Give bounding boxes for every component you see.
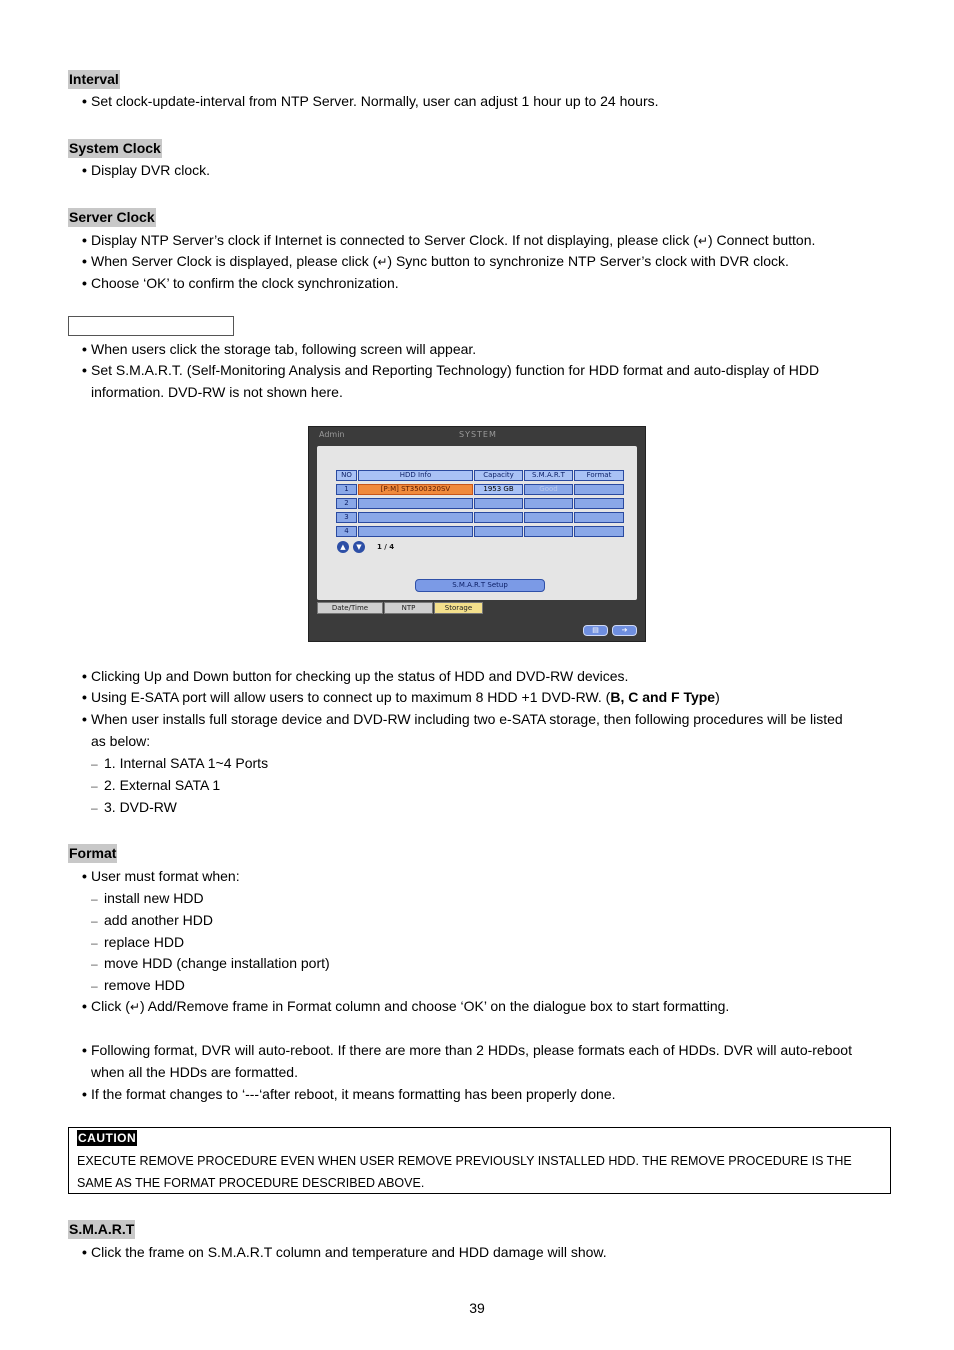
- tab-date-time[interactable]: Date/Time: [317, 602, 383, 614]
- section-heading-storage-box: [68, 316, 234, 336]
- page-down-icon[interactable]: ▼: [353, 541, 365, 553]
- dvr-user-label: Admin: [319, 430, 345, 439]
- bullet-item: • When users click the storage tab, following screen will appear.: [82, 341, 477, 357]
- section-heading-smart: S.M.A.R.T: [69, 1221, 135, 1237]
- bullet-item: • Set S.M.A.R.T. (Self-Monitoring Analysis and Reporting Technology) function for HDD format and auto-display of HDD: [82, 362, 820, 378]
- page-indicator: 1 / 4: [377, 543, 395, 551]
- dvr-storage-panel: [317, 446, 637, 600]
- bullet-item: • Set clock-update-interval from NTP Server. Normally, user can adjust 1 hour up to 24 hours.: [82, 93, 659, 109]
- section-heading-system-clock: System Clock: [69, 140, 161, 156]
- save-icon[interactable]: ▤: [583, 625, 608, 636]
- tab-storage[interactable]: Storage: [434, 602, 483, 614]
- exit-icon[interactable]: ➔: [612, 625, 637, 636]
- bullet-continuation: information. DVD-RW is not shown here.: [91, 384, 343, 400]
- hdd-row-no[interactable]: 3: [336, 512, 357, 523]
- bullet-item: • Click the frame on S.M.A.R.T column and temperature and HDD damage will show.: [82, 1244, 607, 1260]
- caution-label: CAUTION: [78, 1131, 137, 1145]
- hdd-row-smart[interactable]: [524, 526, 573, 537]
- bullet-item: • Using E-SATA port will allow users to connect up to maximum 8 HDD +1 DVD-RW. (B, C and F Type): [82, 689, 720, 705]
- col-header-capacity: Capacity: [474, 470, 523, 481]
- bullet-item: • Display NTP Server’s clock if Internet is connected to Server Clock. If not displaying, please click (↵) Connect button.: [82, 232, 816, 248]
- bullet-item: • When user installs full storage device and DVD-RW including two e-SATA storage, then following procedures will be listed: [82, 711, 843, 727]
- col-header-no: NO: [336, 470, 357, 481]
- format-case: – replace HDD: [91, 934, 185, 950]
- bullet-continuation: as below:: [91, 733, 151, 749]
- format-case: – move HDD (change installation port): [91, 955, 330, 971]
- hdd-row-format[interactable]: [574, 512, 624, 523]
- section-heading-format: Format: [69, 845, 117, 861]
- hdd-row-smart[interactable]: Good: [524, 484, 573, 495]
- bullet-item: • Click (↵) Add/Remove frame in Format column and choose ‘OK’ on the dialogue box to start formatting.: [82, 998, 730, 1014]
- hdd-row-capacity[interactable]: [474, 498, 523, 509]
- section-heading-server-clock: Server Clock: [69, 209, 155, 225]
- procedure-item: – 3. DVD-RW: [91, 799, 177, 815]
- procedure-item: – 2. External SATA 1: [91, 777, 221, 793]
- hdd-row-no[interactable]: 4: [336, 526, 357, 537]
- bullet-item: • User must format when:: [82, 868, 240, 884]
- format-case: – remove HDD: [91, 977, 185, 993]
- hdd-row-no[interactable]: 2: [336, 498, 357, 509]
- hdd-row-info[interactable]: [P:M] ST3500320SV: [358, 484, 473, 495]
- enter-icon: ↵: [377, 255, 388, 269]
- hdd-row-capacity[interactable]: [474, 512, 523, 523]
- section-heading-interval: Interval: [69, 71, 119, 87]
- hdd-row-format[interactable]: [574, 526, 624, 537]
- hdd-row-format[interactable]: [574, 484, 624, 495]
- bullet-item: • Clicking Up and Down button for checking up the status of HDD and DVD-RW devices.: [82, 668, 629, 684]
- dvr-window-title: SYSTEM: [459, 430, 497, 439]
- format-case: – install new HDD: [91, 890, 204, 906]
- bullet-item: • Display DVR clock.: [82, 162, 211, 178]
- enter-icon: ↵: [697, 234, 708, 248]
- page-number: 39: [469, 1300, 485, 1316]
- enter-icon: ↵: [129, 1000, 140, 1014]
- bullet-item: • Following format, DVR will auto-reboot. If there are more than 2 HDDs, please formats each of HDDs. DVR will auto-reboot: [82, 1042, 852, 1058]
- caution-text: EXECUTE REMOVE PROCEDURE EVEN WHEN USER REMOVE PREVIOUSLY INSTALLED HDD. THE REMOVE PROCEDURE IS THE SAME AS THE FORMAT PROCEDURE DESCRIBED ABOVE.: [77, 1154, 852, 1190]
- col-header-hdd-info: HDD Info: [358, 470, 473, 481]
- procedure-item: – 1. Internal SATA 1~4 Ports: [91, 755, 269, 771]
- bullet-item: • When Server Clock is displayed, please click (↵) Sync button to synchronize NTP Server’s clock with DVR clock.: [82, 253, 789, 269]
- hdd-row-no[interactable]: 1: [336, 484, 357, 495]
- bullet-item: • Choose ‘OK’ to confirm the clock synchronization.: [82, 275, 399, 291]
- hdd-row-info[interactable]: [358, 526, 473, 537]
- caution-box: [68, 1127, 891, 1194]
- bullet-continuation: when all the HDDs are formatted.: [91, 1064, 298, 1080]
- bullet-item: • If the format changes to ‘---‘after reboot, it means formatting has been properly done.: [82, 1086, 616, 1102]
- page-up-icon[interactable]: ▲: [337, 541, 349, 553]
- col-header-format: Format: [574, 470, 624, 481]
- tab-ntp[interactable]: NTP: [384, 602, 433, 614]
- col-header-smart: S.M.A.R.T: [524, 470, 573, 481]
- smart-setup-button[interactable]: S.M.A.R.T Setup: [415, 579, 545, 592]
- hdd-row-smart[interactable]: [524, 498, 573, 509]
- hdd-row-format[interactable]: [574, 498, 624, 509]
- hdd-row-capacity[interactable]: 1953 GB: [474, 484, 523, 495]
- hdd-row-info[interactable]: [358, 498, 473, 509]
- hdd-row-info[interactable]: [358, 512, 473, 523]
- hdd-row-capacity[interactable]: [474, 526, 523, 537]
- dvr-storage-screenshot: [308, 426, 646, 642]
- hdd-row-smart[interactable]: [524, 512, 573, 523]
- format-case: – add another HDD: [91, 912, 213, 928]
